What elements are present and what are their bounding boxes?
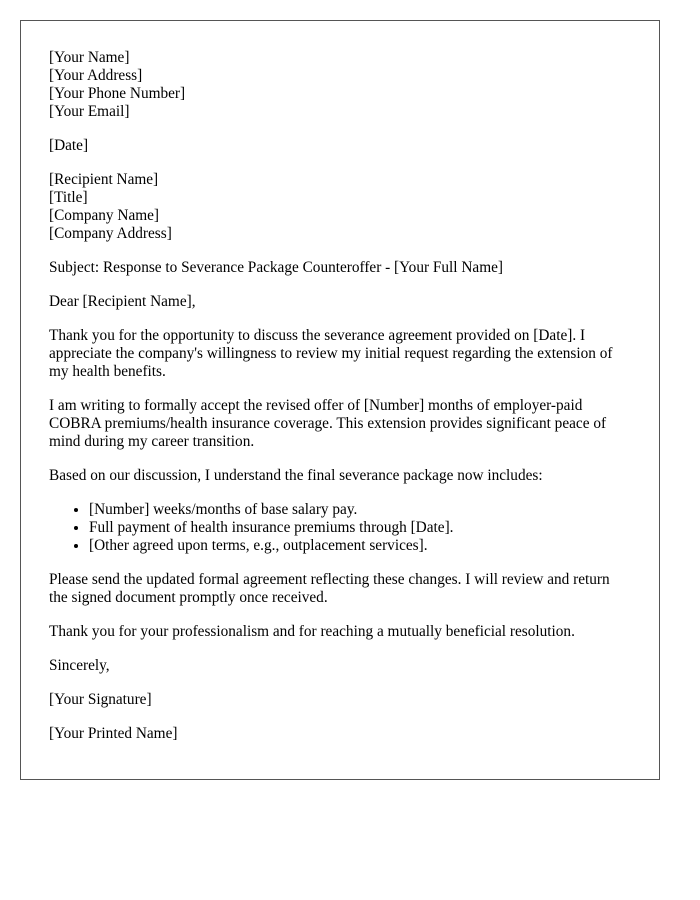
- printed-name: [Your Printed Name]: [49, 725, 178, 742]
- letter-date: [Date]: [49, 137, 89, 154]
- list-item: • [Other agreed upon terms, e.g., outplacement services].: [89, 537, 631, 555]
- closing: Sincerely,: [49, 657, 110, 674]
- recipient-name: [Recipient Name]: [49, 171, 159, 188]
- list-item: • Full payment of health insurance premiums through [Date].: [89, 519, 631, 537]
- sender-block: [49, 49, 631, 121]
- sender-name: [Your Name]: [49, 49, 130, 66]
- recipient-address: [Company Address]: [49, 225, 172, 242]
- sender-email: [Your Email]: [49, 103, 130, 120]
- sender-phone: [Your Phone Number]: [49, 85, 186, 102]
- list-item: • [Number] weeks/months of base salary pay.: [89, 501, 631, 519]
- sender-address: [Your Address]: [49, 67, 143, 84]
- subject-line: Subject: Response to Severance Package Counteroffer - [Your Full Name]: [49, 259, 503, 276]
- signature: [Your Signature]: [49, 691, 152, 708]
- recipient-company: [Company Name]: [49, 207, 160, 224]
- paragraph-thanks: Thank you for your professionalism and for reaching a mutually beneficial resolution.: [49, 623, 575, 640]
- recipient-block: [49, 171, 631, 243]
- paragraph-acceptance: I am writing to formally accept the revised offer of [Number] months of employer-paid COBRA premiums/health insurance coverage. This extension provides significant peace of mind during my career transition.: [49, 397, 607, 450]
- salutation: Dear [Recipient Name],: [49, 293, 196, 310]
- letter-document: [20, 20, 660, 780]
- recipient-title: [Title]: [49, 189, 88, 206]
- package-list: [49, 501, 631, 555]
- paragraph-request: Please send the updated formal agreement reflecting these changes. I will review and return the signed document promptly once received.: [49, 571, 610, 606]
- paragraph-package-intro: Based on our discussion, I understand the final severance package now includes:: [49, 467, 543, 484]
- paragraph-intro: Thank you for the opportunity to discuss the severance agreement provided on [Date]. I appreciate the company's willingness to review my initial request regarding the extension of my health benefits.: [49, 327, 613, 380]
